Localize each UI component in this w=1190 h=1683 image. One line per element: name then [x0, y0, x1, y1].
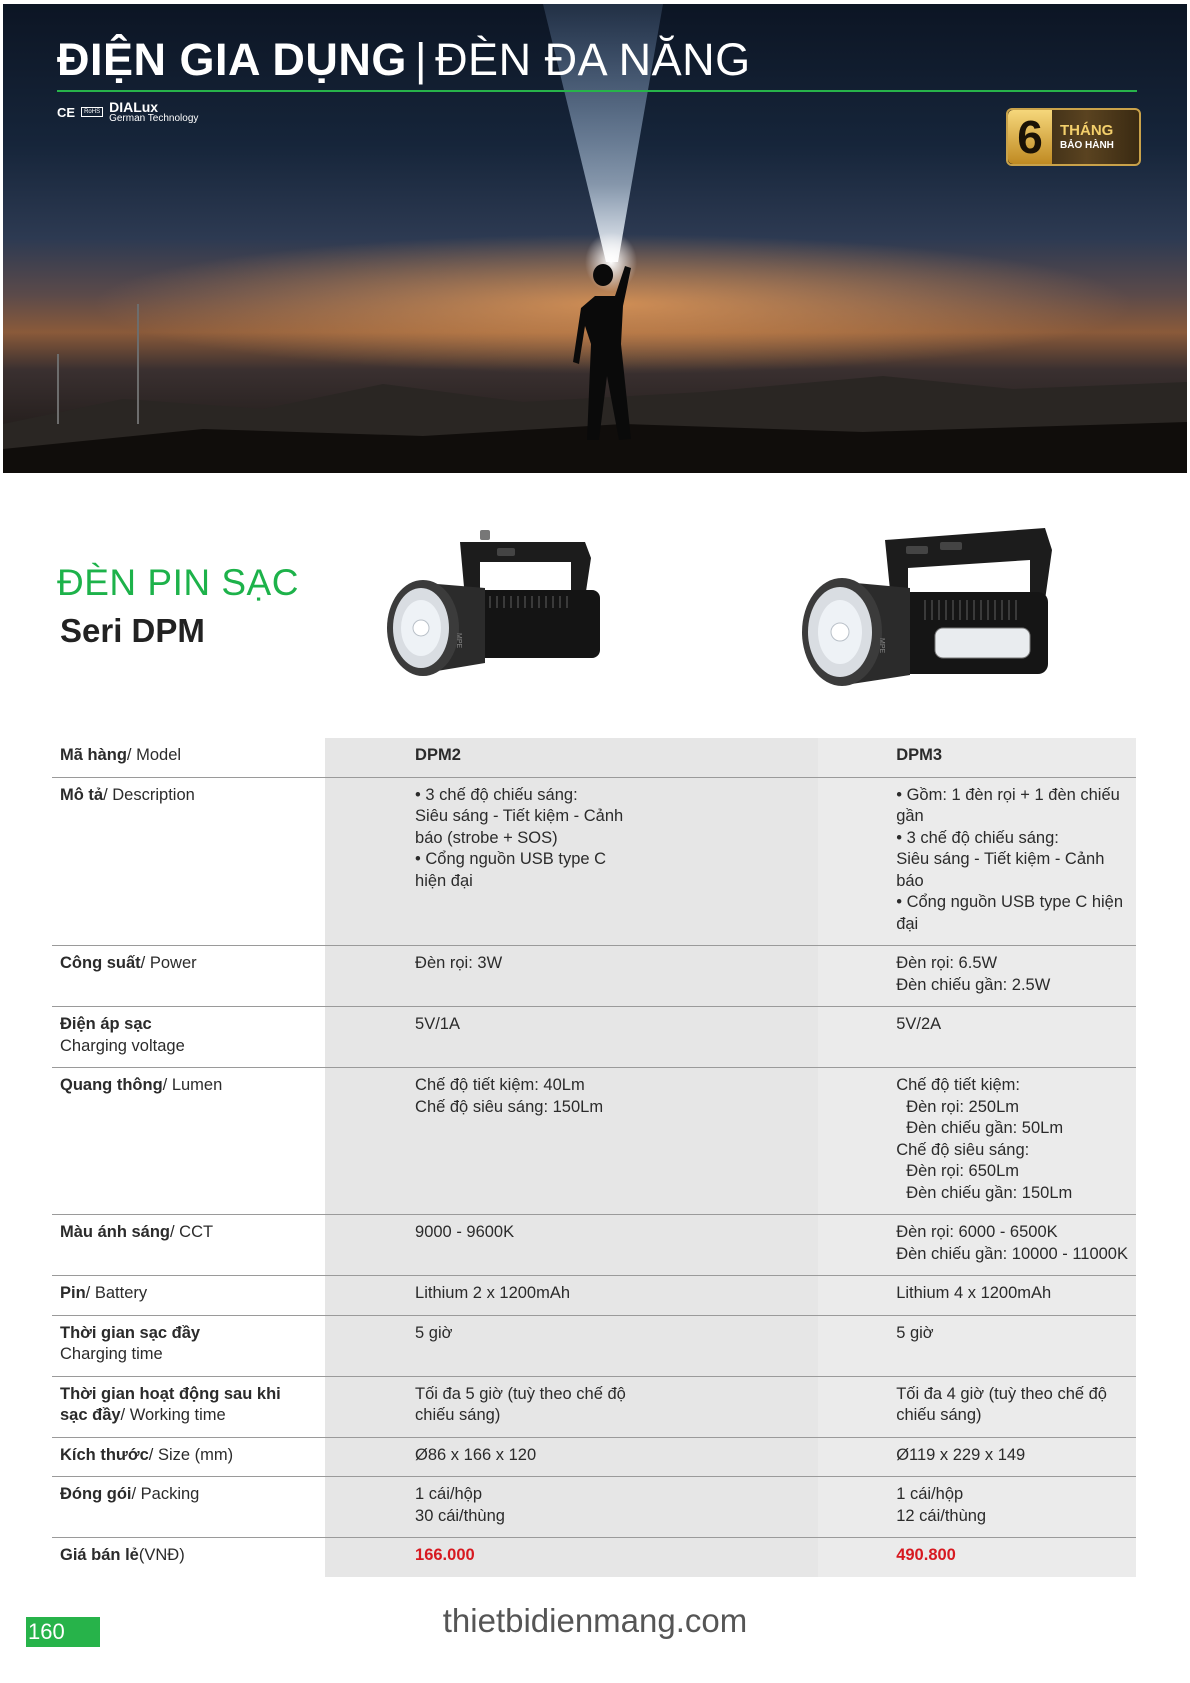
hero-banner: [3, 4, 1187, 473]
spec-label-vi: Màu ánh sáng: [60, 1223, 171, 1241]
spec-label-en: / Working time: [120, 1406, 226, 1424]
spec-value-line: 5 giờ: [415, 1323, 453, 1342]
spec-label-vi: Công suất: [60, 954, 141, 972]
product-category: ĐÈN PIN SẠC: [57, 562, 299, 603]
title-subcategory: ĐÈN ĐA NĂNG: [435, 34, 751, 85]
spec-value-dpm3: [818, 1215, 1136, 1276]
spec-value-dpm2: [325, 1007, 818, 1068]
table-row: [52, 1376, 1136, 1437]
spec-label-vi: Pin: [60, 1284, 86, 1302]
spec-label: [52, 1276, 325, 1316]
spec-label-en: / Size (mm): [148, 1445, 234, 1464]
warranty-months: 6: [1008, 110, 1052, 164]
spec-value-line: 5 giờ: [896, 1323, 934, 1342]
spec-value-dpm2: [325, 1538, 818, 1577]
spec-value-dpm3: [818, 1538, 1136, 1577]
spec-label-vi: Kích thước: [60, 1445, 149, 1464]
title-separator: |: [414, 34, 428, 85]
spec-label-vi: Giá bán lẻ: [60, 1546, 139, 1564]
spec-value-line: chiếu sáng): [896, 1406, 982, 1424]
spec-value-line: Chế độ siêu sáng:: [896, 1140, 1030, 1159]
warranty-label: BẢO HÀNH: [1060, 139, 1114, 151]
spec-label-en: / Lumen: [162, 1076, 223, 1094]
spec-value-line: • Cổng nguồn USB type C hiện: [896, 893, 1124, 911]
table-row: [52, 1007, 1136, 1068]
brand-tagline: German Technology: [109, 113, 199, 124]
spec-label-en: / Packing: [131, 1485, 200, 1503]
flashlight-dpm2-photo-icon: [385, 528, 610, 698]
spec-value-dpm2: [325, 1276, 818, 1316]
spec-value-line: Tối đa 5 giờ (tuỳ theo chế độ: [415, 1384, 626, 1403]
spec-value-dpm2: [325, 1437, 818, 1477]
spec-value-dpm2: [325, 1215, 818, 1276]
spec-value-line: 1 cái/hộp: [415, 1485, 482, 1503]
spec-label-en: / Model: [126, 746, 182, 764]
warranty-unit: THÁNG: [1060, 122, 1114, 140]
spec-value-line: Đèn rọi: 6.5W: [896, 954, 998, 972]
title-divider: [57, 90, 1137, 92]
spec-value-line: Siêu sáng - Tiết kiệm - Cảnh: [896, 850, 1105, 868]
spec-value-dpm3: [818, 1315, 1136, 1376]
spec-value-line: Đèn chiếu gần: 50Lm: [906, 1119, 1064, 1137]
spec-label-en: (VNĐ): [138, 1546, 185, 1564]
spec-value-line: Chế độ tiết kiệm:: [896, 1076, 1021, 1094]
spec-label-vi: sạc đầy: [60, 1406, 121, 1424]
spec-value-line: DPM3: [896, 746, 943, 764]
spec-label-vi: Thời gian hoạt động sau khi: [60, 1384, 281, 1403]
spec-value-dpm3: [818, 738, 1136, 777]
spec-value-line: Đèn rọi: 6000 - 6500K: [896, 1223, 1058, 1241]
rohs-badge-icon: RoHS: [81, 107, 103, 117]
spec-label-vi: Quang thông: [60, 1076, 163, 1094]
table-row: [52, 1538, 1136, 1577]
spec-value-line: Đèn chiếu gần: 10000 - 11000K: [896, 1244, 1128, 1263]
spec-value-line: 1 cái/hộp: [896, 1485, 964, 1503]
spec-label: [52, 1068, 325, 1215]
spec-value-line: Chế độ siêu sáng: 150Lm: [415, 1097, 604, 1116]
warranty-badge: [1006, 108, 1141, 166]
table-row: [52, 946, 1136, 1007]
spec-value-line: báo: [896, 871, 924, 890]
spec-value-line: Lithium 2 x 1200mAh: [415, 1284, 571, 1302]
spec-value-line: báo (strobe + SOS): [415, 828, 558, 847]
spec-value-line: Tối đa 4 giờ (tuỳ theo chế độ: [896, 1384, 1107, 1403]
spec-value-line: Đèn rọi: 250Lm: [906, 1097, 1020, 1116]
spec-label: [52, 1477, 325, 1538]
price-value: 490.800: [896, 1546, 956, 1564]
spec-label-vi: Đóng gói: [60, 1485, 132, 1503]
page-title: [57, 34, 751, 86]
spec-label-en: / CCT: [170, 1223, 214, 1241]
price-value: 166.000: [415, 1546, 475, 1564]
spec-value-line: Chế độ tiết kiệm: 40Lm: [415, 1076, 585, 1094]
spec-label: [52, 1538, 325, 1577]
spec-label: [52, 1437, 325, 1477]
spec-value-line: 9000 - 9600K: [415, 1223, 515, 1241]
spec-label-en: / Battery: [85, 1284, 148, 1302]
spec-value-line: Ø119 x 229 x 149: [896, 1445, 1026, 1464]
table-row: [52, 1276, 1136, 1316]
spec-value-line: • Cổng nguồn USB type C: [415, 850, 607, 868]
spec-value-dpm3: [818, 1437, 1136, 1477]
spec-value-line: 30 cái/thùng: [415, 1506, 505, 1525]
dialux-logo: [109, 100, 198, 124]
table-row: [52, 777, 1136, 946]
spec-value-line: DPM2: [415, 746, 461, 764]
title-category: ĐIỆN GIA DỤNG: [57, 34, 407, 85]
spec-value-dpm2: [325, 946, 818, 1007]
spec-label: [52, 1376, 325, 1437]
spec-value-line: 5V/1A: [415, 1015, 460, 1033]
flashlight-dpm3-photo-icon: [800, 520, 1060, 710]
spec-value-line: Siêu sáng - Tiết kiệm - Cảnh: [415, 807, 624, 825]
spec-label: [52, 1215, 325, 1276]
spec-value-dpm2: [325, 738, 818, 777]
spec-value-dpm3: [818, 1376, 1136, 1437]
spec-value-line: Đèn chiếu gần: 2.5W: [896, 975, 1051, 994]
product-series: Seri DPM: [60, 612, 205, 649]
spec-label-en: Charging time: [60, 1345, 163, 1363]
spec-value-dpm2: [325, 1477, 818, 1538]
table-row: [52, 1068, 1136, 1215]
table-row: [52, 1215, 1136, 1276]
spec-value-line: 12 cái/thùng: [896, 1506, 987, 1525]
spec-label: [52, 777, 325, 946]
spec-value-line: gần: [896, 807, 924, 825]
website-url: thietbidienmang.com: [442, 1602, 748, 1639]
spec-value-dpm3: [818, 1007, 1136, 1068]
spec-value-dpm2: [325, 777, 818, 946]
spec-value-line: • 3 chế độ chiếu sáng:: [896, 828, 1059, 847]
spec-value-line: chiếu sáng): [415, 1406, 501, 1424]
spec-label-en: Charging voltage: [60, 1036, 185, 1055]
spec-value-line: • Gồm: 1 đèn rọi + 1 đèn chiếu: [896, 785, 1120, 804]
spec-value-line: Lithium 4 x 1200mAh: [896, 1284, 1052, 1302]
table-row: [52, 1477, 1136, 1538]
brand-name: DIALux: [109, 99, 159, 115]
spec-value-line: đại: [896, 914, 919, 933]
table-row: [52, 738, 1136, 777]
spec-table: [52, 738, 1136, 1577]
spec-value-dpm2: [325, 1315, 818, 1376]
spec-value-line: Ø86 x 166 x 120: [415, 1445, 537, 1464]
svg-text:MPE: MPE: [455, 633, 462, 649]
table-row: [52, 1437, 1136, 1477]
spec-label-vi: Mô tả: [60, 785, 104, 804]
spec-label: [52, 738, 325, 777]
spec-value-line: Đèn rọi: 650Lm: [906, 1162, 1020, 1180]
spec-value-dpm3: [818, 1276, 1136, 1316]
spec-value-line: Đèn rọi: 3W: [415, 954, 503, 972]
ce-mark-icon: CE: [57, 104, 76, 120]
certification-logos: [57, 100, 198, 124]
spec-label-vi: Mã hàng: [60, 746, 127, 764]
spec-label: [52, 946, 325, 1007]
spec-label-en: / Power: [140, 954, 197, 972]
spec-value-line: 5V/2A: [896, 1015, 942, 1033]
spec-label-vi: Điện áp sạc: [60, 1015, 152, 1033]
spec-value-dpm3: [818, 946, 1136, 1007]
spec-label-vi: Thời gian sạc đầy: [60, 1323, 201, 1342]
spec-value-line: hiện đại: [415, 871, 473, 890]
svg-text:MPE: MPE: [878, 638, 885, 654]
spec-value-line: Đèn chiếu gần: 150Lm: [906, 1183, 1073, 1202]
spec-value-dpm3: [818, 1068, 1136, 1215]
page-number: 160: [26, 1617, 100, 1647]
spec-label-en: / Description: [103, 785, 195, 804]
spec-value-dpm2: [325, 1068, 818, 1215]
spec-value-line: • 3 chế độ chiếu sáng:: [415, 785, 578, 804]
spec-value-dpm3: [818, 1477, 1136, 1538]
spec-label: [52, 1007, 325, 1068]
table-row: [52, 1315, 1136, 1376]
spec-value-dpm3: [818, 777, 1136, 946]
spec-value-dpm2: [325, 1376, 818, 1437]
spec-label: [52, 1315, 325, 1376]
